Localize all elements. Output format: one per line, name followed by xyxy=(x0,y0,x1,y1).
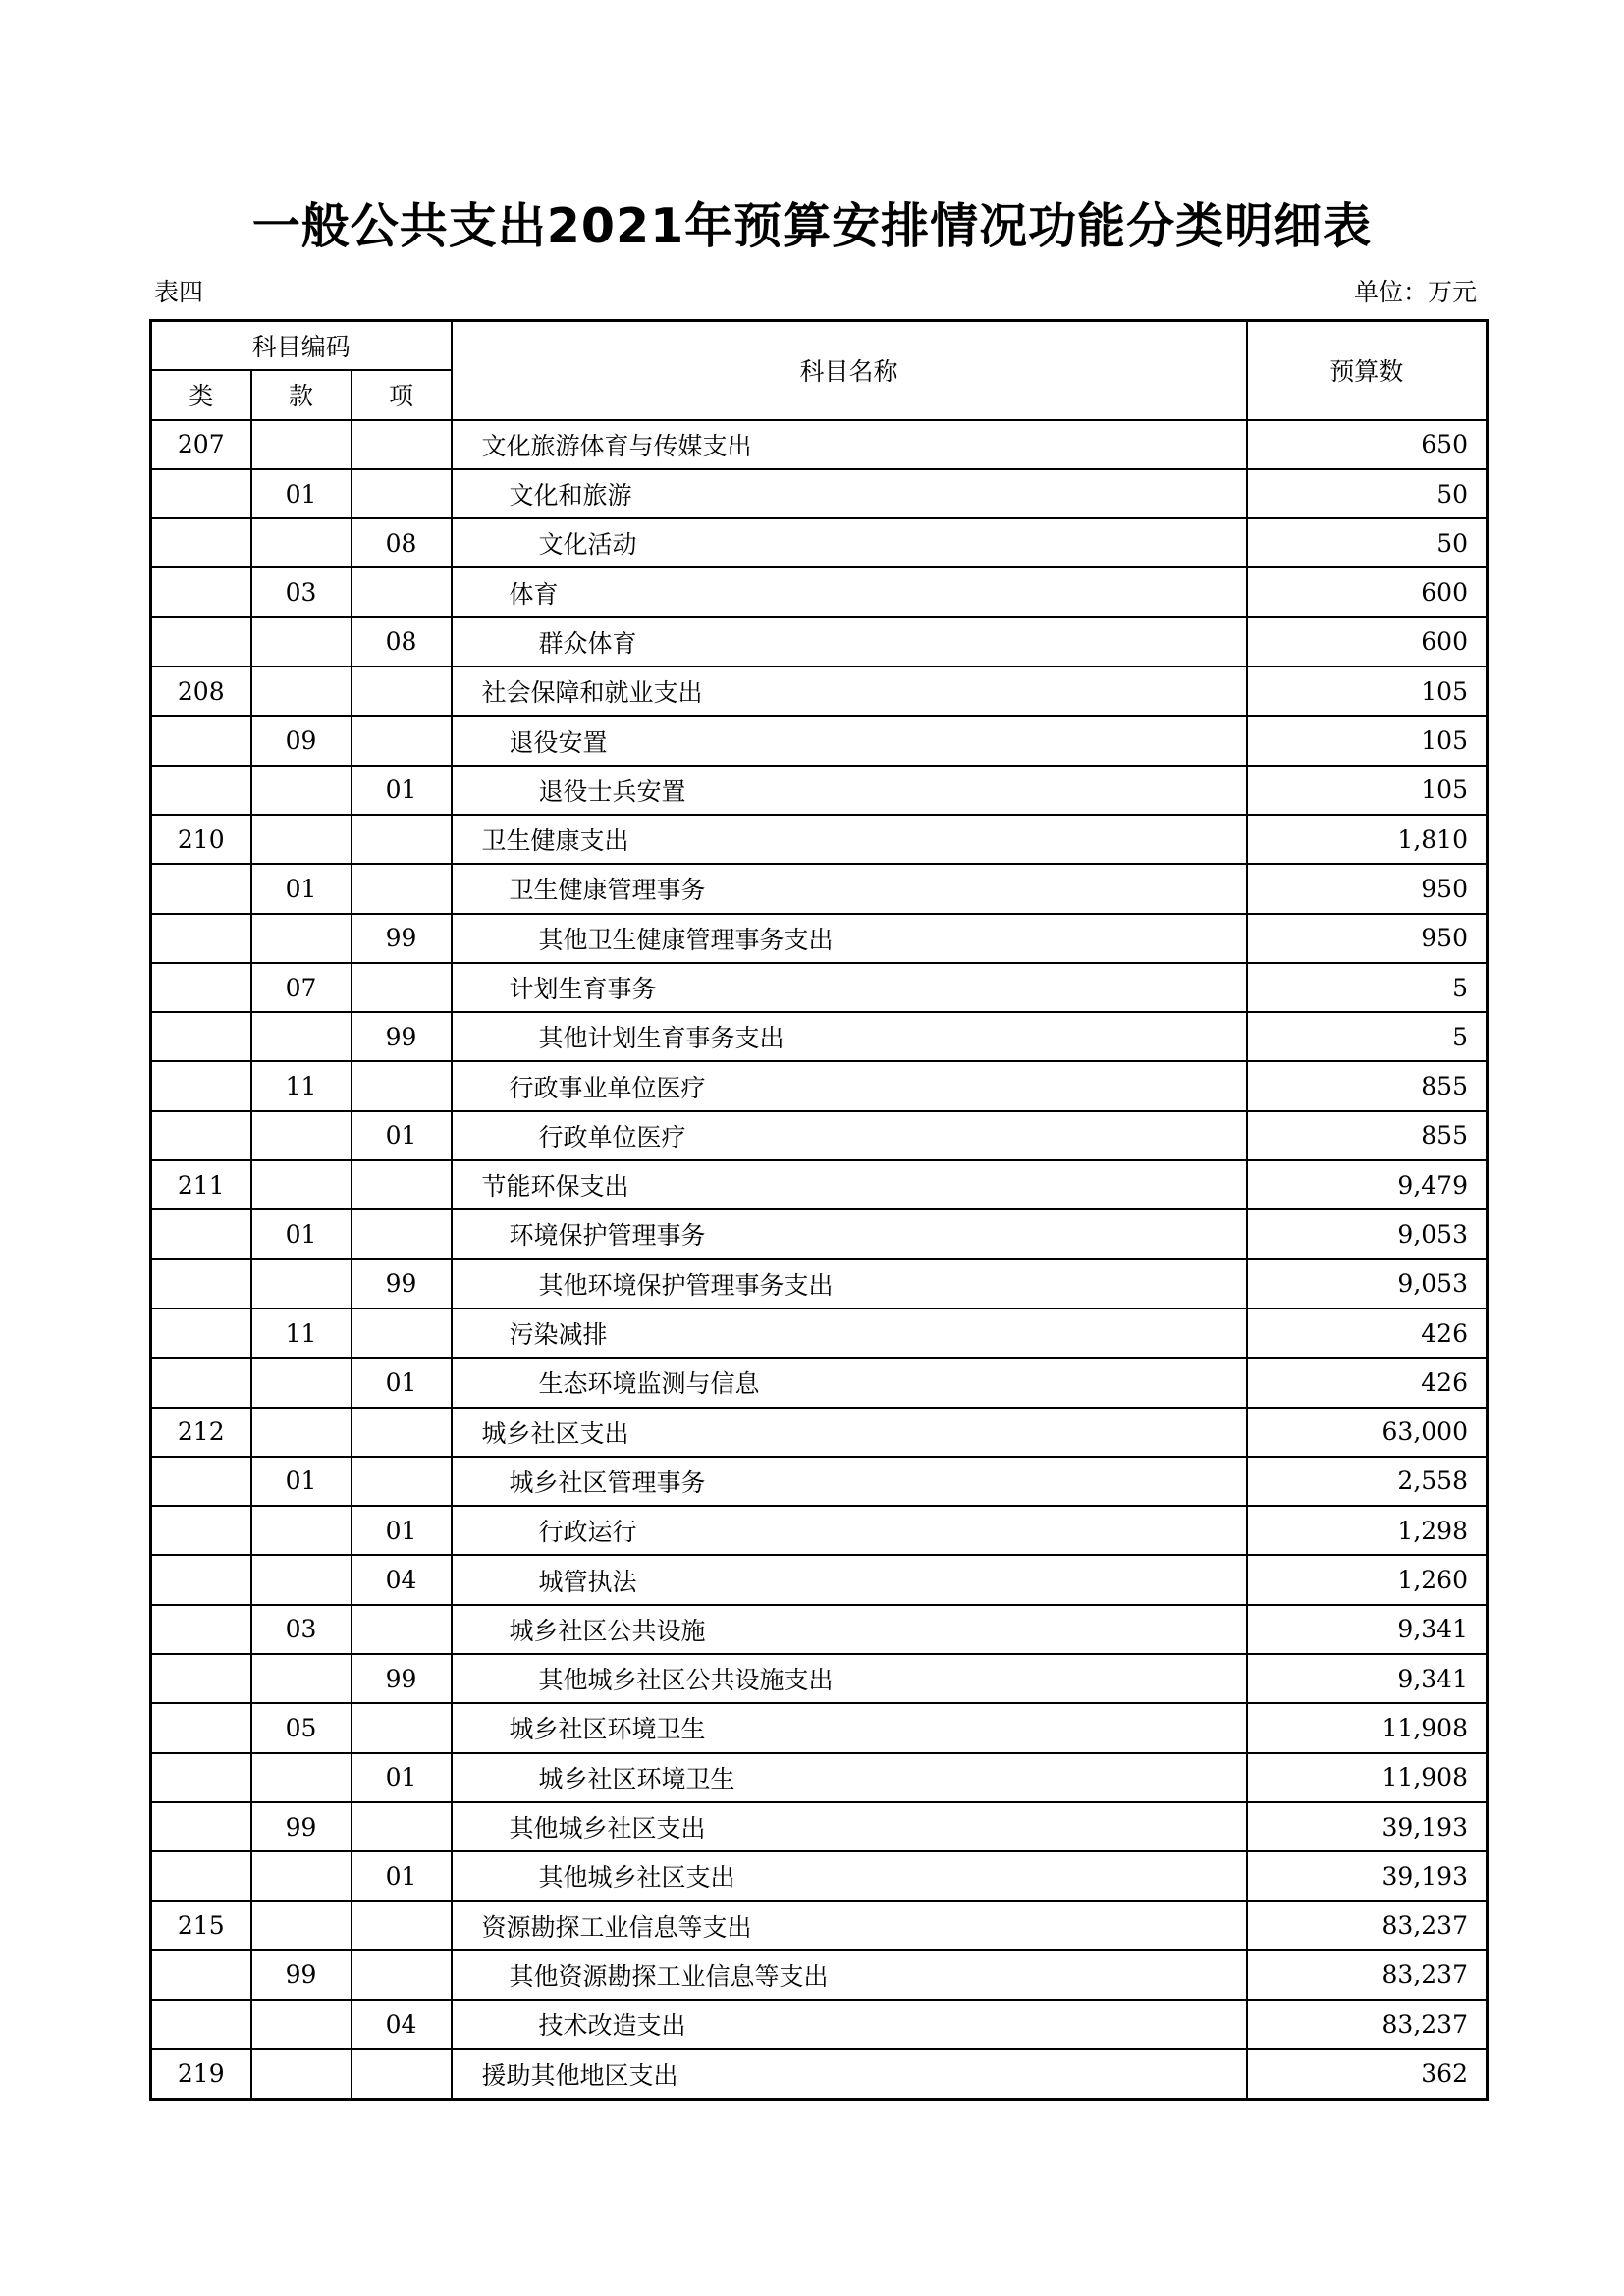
cell-budget-amount: 2,558 xyxy=(1247,1457,1488,1506)
cell-lei: 215 xyxy=(151,1901,251,1950)
cell-lei: 219 xyxy=(151,2049,251,2099)
cell-lei xyxy=(151,1654,251,1703)
table-row xyxy=(151,1802,1488,1851)
cell-budget-amount: 83,237 xyxy=(1247,1901,1488,1950)
header-lei: 类 xyxy=(151,370,251,419)
cell-subject-name: 文化和旅游 xyxy=(452,469,1247,518)
cell-xiang: 99 xyxy=(352,1012,452,1061)
cell-kuan: 11 xyxy=(251,1061,352,1110)
cell-budget-amount: 5 xyxy=(1247,963,1488,1012)
cell-budget-amount: 950 xyxy=(1247,914,1488,963)
cell-kuan: 01 xyxy=(251,1457,352,1506)
table-row xyxy=(151,1506,1488,1555)
cell-budget-amount: 39,193 xyxy=(1247,1802,1488,1851)
cell-lei xyxy=(151,567,251,616)
cell-subject-name: 资源勘探工业信息等支出 xyxy=(452,1901,1247,1950)
cell-budget-amount: 9,053 xyxy=(1247,1259,1488,1308)
cell-subject-name: 计划生育事务 xyxy=(452,963,1247,1012)
cell-budget-amount: 11,908 xyxy=(1247,1753,1488,1802)
cell-kuan: 03 xyxy=(251,567,352,616)
cell-xiang xyxy=(352,1703,452,1752)
table-row xyxy=(151,1308,1488,1358)
cell-kuan xyxy=(251,1259,352,1308)
cell-budget-amount: 855 xyxy=(1247,1111,1488,1160)
cell-xiang xyxy=(352,1061,452,1110)
header-row-1 xyxy=(151,321,1488,371)
cell-xiang xyxy=(352,864,452,913)
cell-subject-name: 其他资源勘探工业信息等支出 xyxy=(452,1950,1247,2000)
cell-budget-amount: 50 xyxy=(1247,518,1488,567)
cell-xiang: 01 xyxy=(352,1506,452,1555)
cell-kuan xyxy=(251,1753,352,1802)
cell-subject-name: 文化活动 xyxy=(452,518,1247,567)
cell-lei xyxy=(151,1950,251,2000)
cell-xiang xyxy=(352,420,452,469)
cell-lei xyxy=(151,864,251,913)
cell-subject-name: 其他城乡社区支出 xyxy=(452,1851,1247,1900)
cell-lei: 210 xyxy=(151,815,251,864)
cell-lei xyxy=(151,914,251,963)
cell-xiang xyxy=(352,963,452,1012)
cell-xiang: 01 xyxy=(352,1111,452,1160)
cell-subject-name: 技术改造支出 xyxy=(452,2000,1247,2049)
budget-table xyxy=(149,319,1489,2101)
cell-xiang xyxy=(352,667,452,716)
cell-xiang xyxy=(352,815,452,864)
cell-subject-name: 其他城乡社区支出 xyxy=(452,1802,1247,1851)
cell-subject-name: 行政单位医疗 xyxy=(452,1111,1247,1160)
table-row xyxy=(151,2000,1488,2049)
table-row xyxy=(151,1654,1488,1703)
header-subject-code: 科目编码 xyxy=(151,321,452,371)
cell-xiang: 08 xyxy=(352,518,452,567)
cell-budget-amount: 426 xyxy=(1247,1358,1488,1407)
table-row xyxy=(151,567,1488,616)
cell-lei xyxy=(151,1851,251,1900)
cell-lei xyxy=(151,617,251,667)
cell-kuan xyxy=(251,1851,352,1900)
table-row xyxy=(151,1457,1488,1506)
cell-kuan xyxy=(251,766,352,815)
cell-xiang xyxy=(352,1308,452,1358)
cell-subject-name: 卫生健康支出 xyxy=(452,815,1247,864)
cell-subject-name: 其他环境保护管理事务支出 xyxy=(452,1259,1247,1308)
cell-kuan xyxy=(251,1012,352,1061)
cell-kuan: 07 xyxy=(251,963,352,1012)
cell-subject-name: 卫生健康管理事务 xyxy=(452,864,1247,913)
table-row xyxy=(151,2049,1488,2099)
cell-kuan xyxy=(251,617,352,667)
cell-budget-amount: 855 xyxy=(1247,1061,1488,1110)
cell-budget-amount: 600 xyxy=(1247,567,1488,616)
cell-kuan xyxy=(251,1506,352,1555)
table-row xyxy=(151,716,1488,765)
table-row xyxy=(151,1111,1488,1160)
cell-lei xyxy=(151,1555,251,1604)
cell-lei xyxy=(151,716,251,765)
cell-xiang xyxy=(352,567,452,616)
cell-budget-amount: 650 xyxy=(1247,420,1488,469)
cell-subject-name: 群众体育 xyxy=(452,617,1247,667)
cell-budget-amount: 426 xyxy=(1247,1308,1488,1358)
cell-subject-name: 援助其他地区支出 xyxy=(452,2049,1247,2099)
cell-lei xyxy=(151,963,251,1012)
cell-budget-amount: 9,341 xyxy=(1247,1654,1488,1703)
table-row xyxy=(151,1901,1488,1950)
table-row xyxy=(151,1012,1488,1061)
table-body xyxy=(151,420,1488,2100)
cell-lei xyxy=(151,518,251,567)
cell-xiang xyxy=(352,1457,452,1506)
cell-budget-amount: 9,053 xyxy=(1247,1209,1488,1258)
cell-subject-name: 城乡社区支出 xyxy=(452,1408,1247,1457)
cell-kuan xyxy=(251,1111,352,1160)
cell-subject-name: 社会保障和就业支出 xyxy=(452,667,1247,716)
cell-kuan xyxy=(251,518,352,567)
cell-lei xyxy=(151,766,251,815)
cell-kuan xyxy=(251,2049,352,2099)
cell-kuan xyxy=(251,1408,352,1457)
cell-subject-name: 其他卫生健康管理事务支出 xyxy=(452,914,1247,963)
cell-subject-name: 城管执法 xyxy=(452,1555,1247,1604)
cell-subject-name: 行政运行 xyxy=(452,1506,1247,1555)
cell-kuan: 03 xyxy=(251,1605,352,1654)
cell-subject-name: 城乡社区环境卫生 xyxy=(452,1703,1247,1752)
cell-kuan: 99 xyxy=(251,1950,352,2000)
table-row xyxy=(151,1950,1488,2000)
cell-budget-amount: 83,237 xyxy=(1247,2000,1488,2049)
cell-kuan xyxy=(251,914,352,963)
cell-xiang xyxy=(352,1901,452,1950)
table-row xyxy=(151,815,1488,864)
cell-lei xyxy=(151,1012,251,1061)
cell-xiang: 01 xyxy=(352,1851,452,1900)
table-row xyxy=(151,1851,1488,1900)
cell-lei: 212 xyxy=(151,1408,251,1457)
cell-kuan: 09 xyxy=(251,716,352,765)
table-row xyxy=(151,469,1488,518)
cell-budget-amount: 11,908 xyxy=(1247,1703,1488,1752)
page-title: 一般公共支出2021年预算安排情况功能分类明细表 xyxy=(251,198,1373,254)
table-row xyxy=(151,864,1488,913)
cell-budget-amount: 83,237 xyxy=(1247,1950,1488,2000)
cell-xiang xyxy=(352,716,452,765)
cell-kuan xyxy=(251,2000,352,2049)
cell-lei xyxy=(151,1605,251,1654)
cell-xiang xyxy=(352,1605,452,1654)
header-budget-amount: 预算数 xyxy=(1247,321,1488,420)
header-subject-name: 科目名称 xyxy=(452,321,1247,420)
cell-xiang: 01 xyxy=(352,1358,452,1407)
cell-subject-name: 污染减排 xyxy=(452,1308,1247,1358)
cell-kuan: 11 xyxy=(251,1308,352,1358)
cell-lei xyxy=(151,1506,251,1555)
cell-xiang xyxy=(352,1408,452,1457)
cell-subject-name: 节能环保支出 xyxy=(452,1160,1247,1209)
cell-subject-name: 城乡社区环境卫生 xyxy=(452,1753,1247,1802)
table-row xyxy=(151,1061,1488,1110)
cell-subject-name: 环境保护管理事务 xyxy=(452,1209,1247,1258)
cell-kuan: 01 xyxy=(251,864,352,913)
cell-lei xyxy=(151,1259,251,1308)
cell-budget-amount: 39,193 xyxy=(1247,1851,1488,1900)
cell-kuan xyxy=(251,815,352,864)
cell-kuan xyxy=(251,1901,352,1950)
cell-lei xyxy=(151,469,251,518)
cell-lei: 211 xyxy=(151,1160,251,1209)
cell-subject-name: 生态环境监测与信息 xyxy=(452,1358,1247,1407)
cell-lei xyxy=(151,2000,251,2049)
cell-budget-amount: 1,810 xyxy=(1247,815,1488,864)
cell-kuan xyxy=(251,1160,352,1209)
table-row xyxy=(151,1408,1488,1457)
table-row xyxy=(151,518,1488,567)
cell-budget-amount: 1,260 xyxy=(1247,1555,1488,1604)
cell-xiang: 04 xyxy=(352,1555,452,1604)
cell-lei: 207 xyxy=(151,420,251,469)
cell-xiang: 99 xyxy=(352,914,452,963)
cell-subject-name: 其他城乡社区公共设施支出 xyxy=(452,1654,1247,1703)
table-row xyxy=(151,1703,1488,1752)
cell-lei xyxy=(151,1703,251,1752)
table-row xyxy=(151,617,1488,667)
cell-kuan xyxy=(251,1555,352,1604)
cell-lei xyxy=(151,1308,251,1358)
cell-subject-name: 体育 xyxy=(452,567,1247,616)
cell-xiang xyxy=(352,1209,452,1258)
cell-xiang: 04 xyxy=(352,2000,452,2049)
cell-lei: 208 xyxy=(151,667,251,716)
cell-xiang xyxy=(352,2049,452,2099)
table-row xyxy=(151,963,1488,1012)
cell-lei xyxy=(151,1802,251,1851)
cell-subject-name: 退役安置 xyxy=(452,716,1247,765)
table-row xyxy=(151,667,1488,716)
table-row xyxy=(151,1160,1488,1209)
cell-xiang xyxy=(352,1160,452,1209)
cell-kuan xyxy=(251,667,352,716)
table-row xyxy=(151,766,1488,815)
table-row xyxy=(151,1605,1488,1654)
cell-budget-amount: 9,479 xyxy=(1247,1160,1488,1209)
cell-budget-amount: 50 xyxy=(1247,469,1488,518)
cell-lei xyxy=(151,1209,251,1258)
cell-kuan: 01 xyxy=(251,469,352,518)
table-row xyxy=(151,420,1488,469)
cell-subject-name: 城乡社区公共设施 xyxy=(452,1605,1247,1654)
header-kuan: 款 xyxy=(251,370,352,419)
cell-xiang: 08 xyxy=(352,617,452,667)
unit-label: 单位：万元 xyxy=(1353,278,1477,306)
cell-subject-name: 退役士兵安置 xyxy=(452,766,1247,815)
cell-subject-name: 城乡社区管理事务 xyxy=(452,1457,1247,1506)
cell-xiang xyxy=(352,1950,452,2000)
cell-kuan xyxy=(251,420,352,469)
cell-lei xyxy=(151,1358,251,1407)
table-number: 表四 xyxy=(154,278,204,306)
cell-lei xyxy=(151,1457,251,1506)
cell-budget-amount: 105 xyxy=(1247,716,1488,765)
cell-kuan xyxy=(251,1358,352,1407)
cell-subject-name: 其他计划生育事务支出 xyxy=(452,1012,1247,1061)
cell-xiang xyxy=(352,469,452,518)
cell-kuan: 01 xyxy=(251,1209,352,1258)
cell-budget-amount: 105 xyxy=(1247,667,1488,716)
cell-lei xyxy=(151,1061,251,1110)
cell-budget-amount: 950 xyxy=(1247,864,1488,913)
cell-budget-amount: 362 xyxy=(1247,2049,1488,2099)
cell-budget-amount: 1,298 xyxy=(1247,1506,1488,1555)
cell-kuan: 05 xyxy=(251,1703,352,1752)
cell-xiang: 99 xyxy=(352,1654,452,1703)
cell-subject-name: 行政事业单位医疗 xyxy=(452,1061,1247,1110)
cell-xiang: 01 xyxy=(352,1753,452,1802)
table-row xyxy=(151,1209,1488,1258)
cell-lei xyxy=(151,1753,251,1802)
cell-budget-amount: 63,000 xyxy=(1247,1408,1488,1457)
table-row xyxy=(151,1259,1488,1308)
header-xiang: 项 xyxy=(352,370,452,419)
cell-xiang: 01 xyxy=(352,766,452,815)
table-row xyxy=(151,1753,1488,1802)
table-row xyxy=(151,1555,1488,1604)
cell-budget-amount: 600 xyxy=(1247,617,1488,667)
cell-budget-amount: 9,341 xyxy=(1247,1605,1488,1654)
cell-budget-amount: 5 xyxy=(1247,1012,1488,1061)
cell-xiang: 99 xyxy=(352,1259,452,1308)
table-row xyxy=(151,1358,1488,1407)
cell-lei xyxy=(151,1111,251,1160)
cell-kuan: 99 xyxy=(251,1802,352,1851)
cell-budget-amount: 105 xyxy=(1247,766,1488,815)
cell-xiang xyxy=(352,1802,452,1851)
cell-subject-name: 文化旅游体育与传媒支出 xyxy=(452,420,1247,469)
table-row xyxy=(151,914,1488,963)
cell-kuan xyxy=(251,1654,352,1703)
